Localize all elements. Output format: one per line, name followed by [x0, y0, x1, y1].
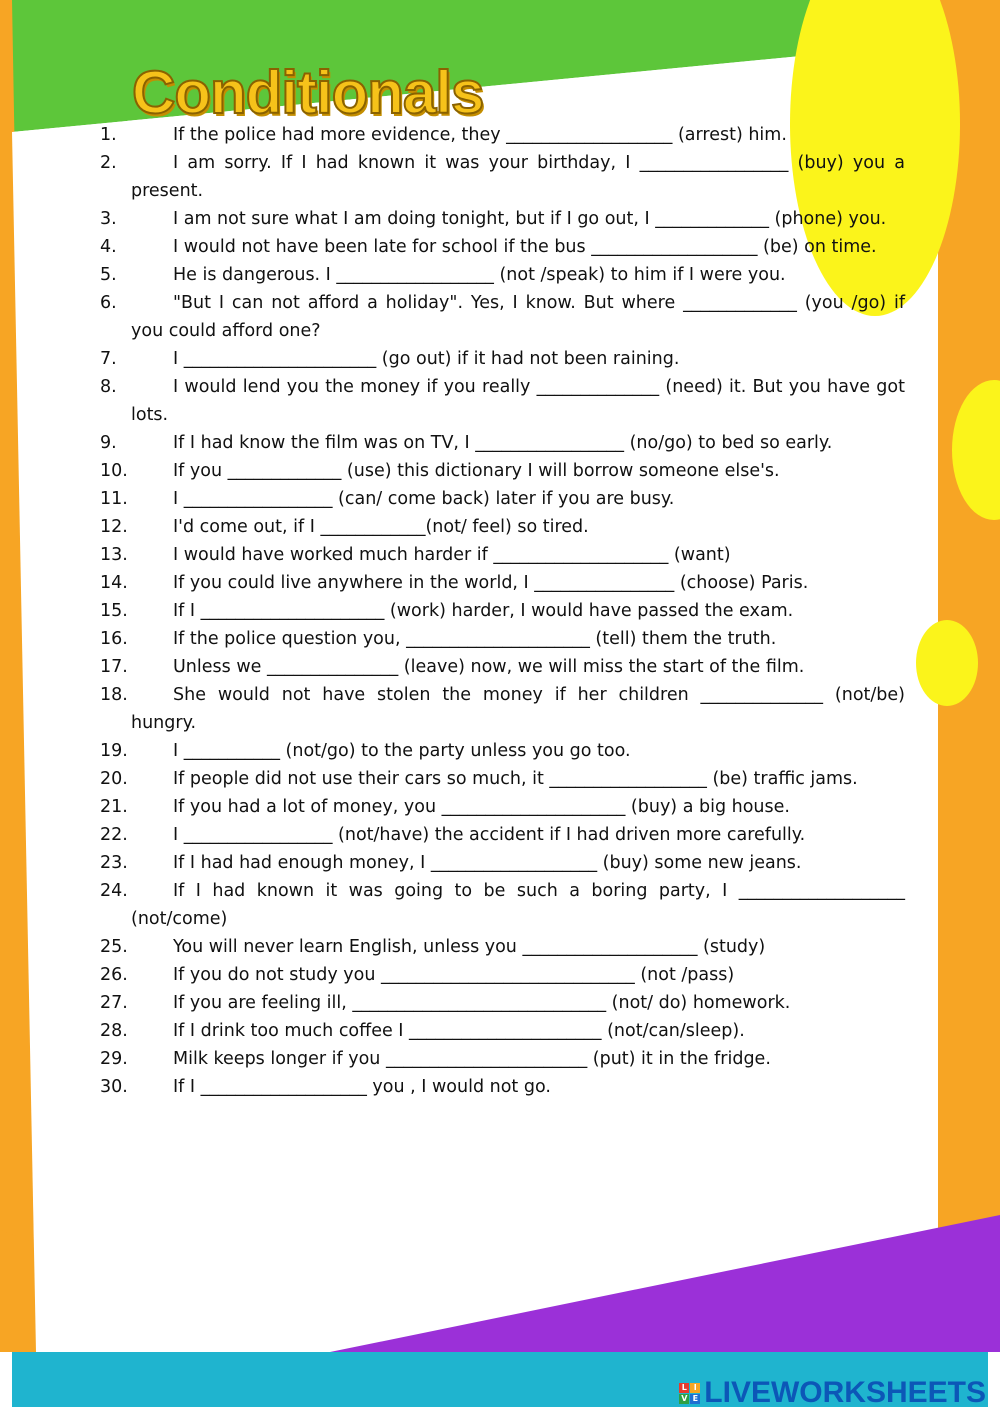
- exercise-item: [100, 345, 905, 373]
- exercise-number: 18.: [100, 685, 128, 705]
- exercise-sentence: I am not sure what I am doing tonight, but if I go out, I _____________ (phone) you.: [173, 209, 887, 229]
- exercise-item: [100, 933, 905, 961]
- exercise-number: 7.: [100, 349, 117, 369]
- exercise-number: 5.: [100, 265, 117, 285]
- exercise-number: 4.: [100, 237, 117, 257]
- exercise-sentence: If I _____________________ (work) harder, I would have passed the exam.: [173, 601, 794, 621]
- exercise-item: [100, 849, 905, 877]
- exercise-number: 23.: [100, 853, 128, 873]
- exercise-item: [100, 653, 905, 681]
- exercise-item: [100, 961, 905, 989]
- exercise-number: 2.: [100, 153, 117, 173]
- exercise-item: [100, 877, 905, 933]
- exercise-number: 22.: [100, 825, 128, 845]
- exercise-number: 6.: [100, 293, 117, 313]
- exercise-item: [100, 597, 905, 625]
- exercise-sentence: I _________________ (not/have) the accident if I had driven more carefully.: [173, 825, 806, 845]
- exercise-number: 24.: [100, 881, 128, 901]
- exercise-item: [100, 989, 905, 1017]
- exercise-sentence: I ___________ (not/go) to the party unless you go too.: [173, 741, 631, 761]
- exercise-item: [100, 765, 905, 793]
- exercise-sentence: If I ___________________ you , I would not go.: [173, 1077, 551, 1097]
- exercise-sentence: I would have worked much harder if ____________________ (want): [173, 545, 731, 565]
- exercise-sentence: If I had know the film was on TV, I _________________ (no/go) to bed so early.: [173, 433, 833, 453]
- liveworksheets-logo-icon: [679, 1383, 700, 1404]
- logo-letter-tile: V: [681, 1393, 688, 1403]
- exercise-number: 20.: [100, 769, 128, 789]
- exercise-item: [100, 513, 905, 541]
- exercise-item: [100, 429, 905, 457]
- logo-letter-tile: I: [690, 1383, 700, 1393]
- logo-letter-tile: L: [679, 1383, 689, 1393]
- exercise-item: [100, 121, 905, 149]
- exercise-sentence: You will never learn English, unless you ____________________ (study): [173, 937, 766, 957]
- exercise-sentence: She would not have stolen the money if her children ______________ (not/be) hungry.: [131, 685, 905, 733]
- exercise-sentence: I am sorry. If I had known it was your birthday, I _________________ (buy) you a present.: [131, 153, 905, 201]
- exercise-item: [100, 625, 905, 653]
- exercise-item: [100, 681, 905, 737]
- exercise-sentence: If you had a lot of money, you _____________________ (buy) a big house.: [173, 797, 790, 817]
- exercise-item: [100, 289, 905, 345]
- exercise-number: 15.: [100, 601, 128, 621]
- exercise-sentence: If people did not use their cars so much, it __________________ (be) traffic jams.: [173, 769, 858, 789]
- exercise-sentence: If you do not study you _____________________________ (not /pass): [173, 965, 735, 985]
- exercise-item: [100, 1017, 905, 1045]
- exercise-item: [100, 793, 905, 821]
- exercise-sentence: He is dangerous. I __________________ (not /speak) to him if I were you.: [173, 265, 786, 285]
- liveworksheets-logo-text: LIVEWORKSHEETS: [704, 1376, 986, 1409]
- exercise-item: [100, 821, 905, 849]
- exercise-number: 16.: [100, 629, 128, 649]
- exercise-item: [100, 737, 905, 765]
- exercise-sentence: Milk keeps longer if you _______________________ (put) it in the fridge.: [173, 1049, 771, 1069]
- exercise-number: 30.: [100, 1077, 128, 1097]
- worksheet-title: Conditionals: [132, 59, 484, 126]
- exercise-sentence: I would not have been late for school if the bus ___________________ (be) on time.: [173, 237, 877, 257]
- exercise-sentence: If the police question you, _____________________ (tell) them the truth.: [173, 629, 777, 649]
- exercise-number: 12.: [100, 517, 128, 537]
- exercise-sentence: If I drink too much coffee I ______________________ (not/can/sleep).: [173, 1021, 745, 1041]
- exercise-sentence: "But I can not afford a holiday". Yes, I know. But where _____________ (you /go) if you could afford one?: [131, 293, 905, 341]
- logo-letter-tile: E: [690, 1394, 700, 1404]
- exercise-item: [100, 569, 905, 597]
- exercise-item: [100, 373, 905, 429]
- exercise-sentence: I'd come out, if I ____________(not/ feel) so tired.: [173, 517, 589, 537]
- exercise-item: [100, 149, 905, 205]
- yellow-circle-small: [916, 620, 978, 706]
- exercise-list: [100, 121, 905, 1101]
- exercise-sentence: If you _____________ (use) this dictionary I will borrow someone else's.: [173, 461, 780, 481]
- exercise-number: 11.: [100, 489, 128, 509]
- exercise-item: [100, 1045, 905, 1073]
- exercise-number: 13.: [100, 545, 128, 565]
- exercise-number: 14.: [100, 573, 128, 593]
- exercise-sentence: If you are feeling ill, _____________________________ (not/ do) homework.: [173, 993, 791, 1013]
- liveworksheets-logo[interactable]: [679, 1376, 986, 1410]
- exercise-number: 1.: [100, 125, 117, 145]
- exercise-sentence: If I had had enough money, I ___________________ (buy) some new jeans.: [173, 853, 802, 873]
- exercise-number: 21.: [100, 797, 128, 817]
- exercise-sentence: I would lend you the money if you really ______________ (need) it. But you have got lots.: [131, 377, 905, 425]
- exercise-item: [100, 261, 905, 289]
- exercise-number: 28.: [100, 1021, 128, 1041]
- exercise-item: [100, 541, 905, 569]
- exercise-item: [100, 457, 905, 485]
- exercise-number: 3.: [100, 209, 117, 229]
- exercise-sentence: I ______________________ (go out) if it had not been raining.: [173, 349, 680, 369]
- exercise-number: 27.: [100, 993, 128, 1013]
- exercise-item: [100, 485, 905, 513]
- exercise-number: 26.: [100, 965, 128, 985]
- exercise-sentence: If I had known it was going to be such a boring party, I ___________________ (not/come): [131, 881, 905, 929]
- exercise-sentence: I _________________ (can/ come back) later if you are busy.: [173, 489, 675, 509]
- exercise-number: 29.: [100, 1049, 128, 1069]
- exercise-item: [100, 233, 905, 261]
- exercise-sentence: If the police had more evidence, they ___________________ (arrest) him.: [173, 125, 787, 145]
- exercise-item: [100, 1073, 905, 1101]
- exercise-number: 25.: [100, 937, 128, 957]
- exercise-sentence: If you could live anywhere in the world, I ________________ (choose) Paris.: [173, 573, 809, 593]
- exercise-number: 9.: [100, 433, 117, 453]
- exercise-item: [100, 205, 905, 233]
- exercise-number: 19.: [100, 741, 128, 761]
- exercise-number: 8.: [100, 377, 117, 397]
- exercise-number: 17.: [100, 657, 128, 677]
- exercise-sentence: Unless we _______________ (leave) now, we will miss the start of the film.: [173, 657, 805, 677]
- exercise-number: 10.: [100, 461, 128, 481]
